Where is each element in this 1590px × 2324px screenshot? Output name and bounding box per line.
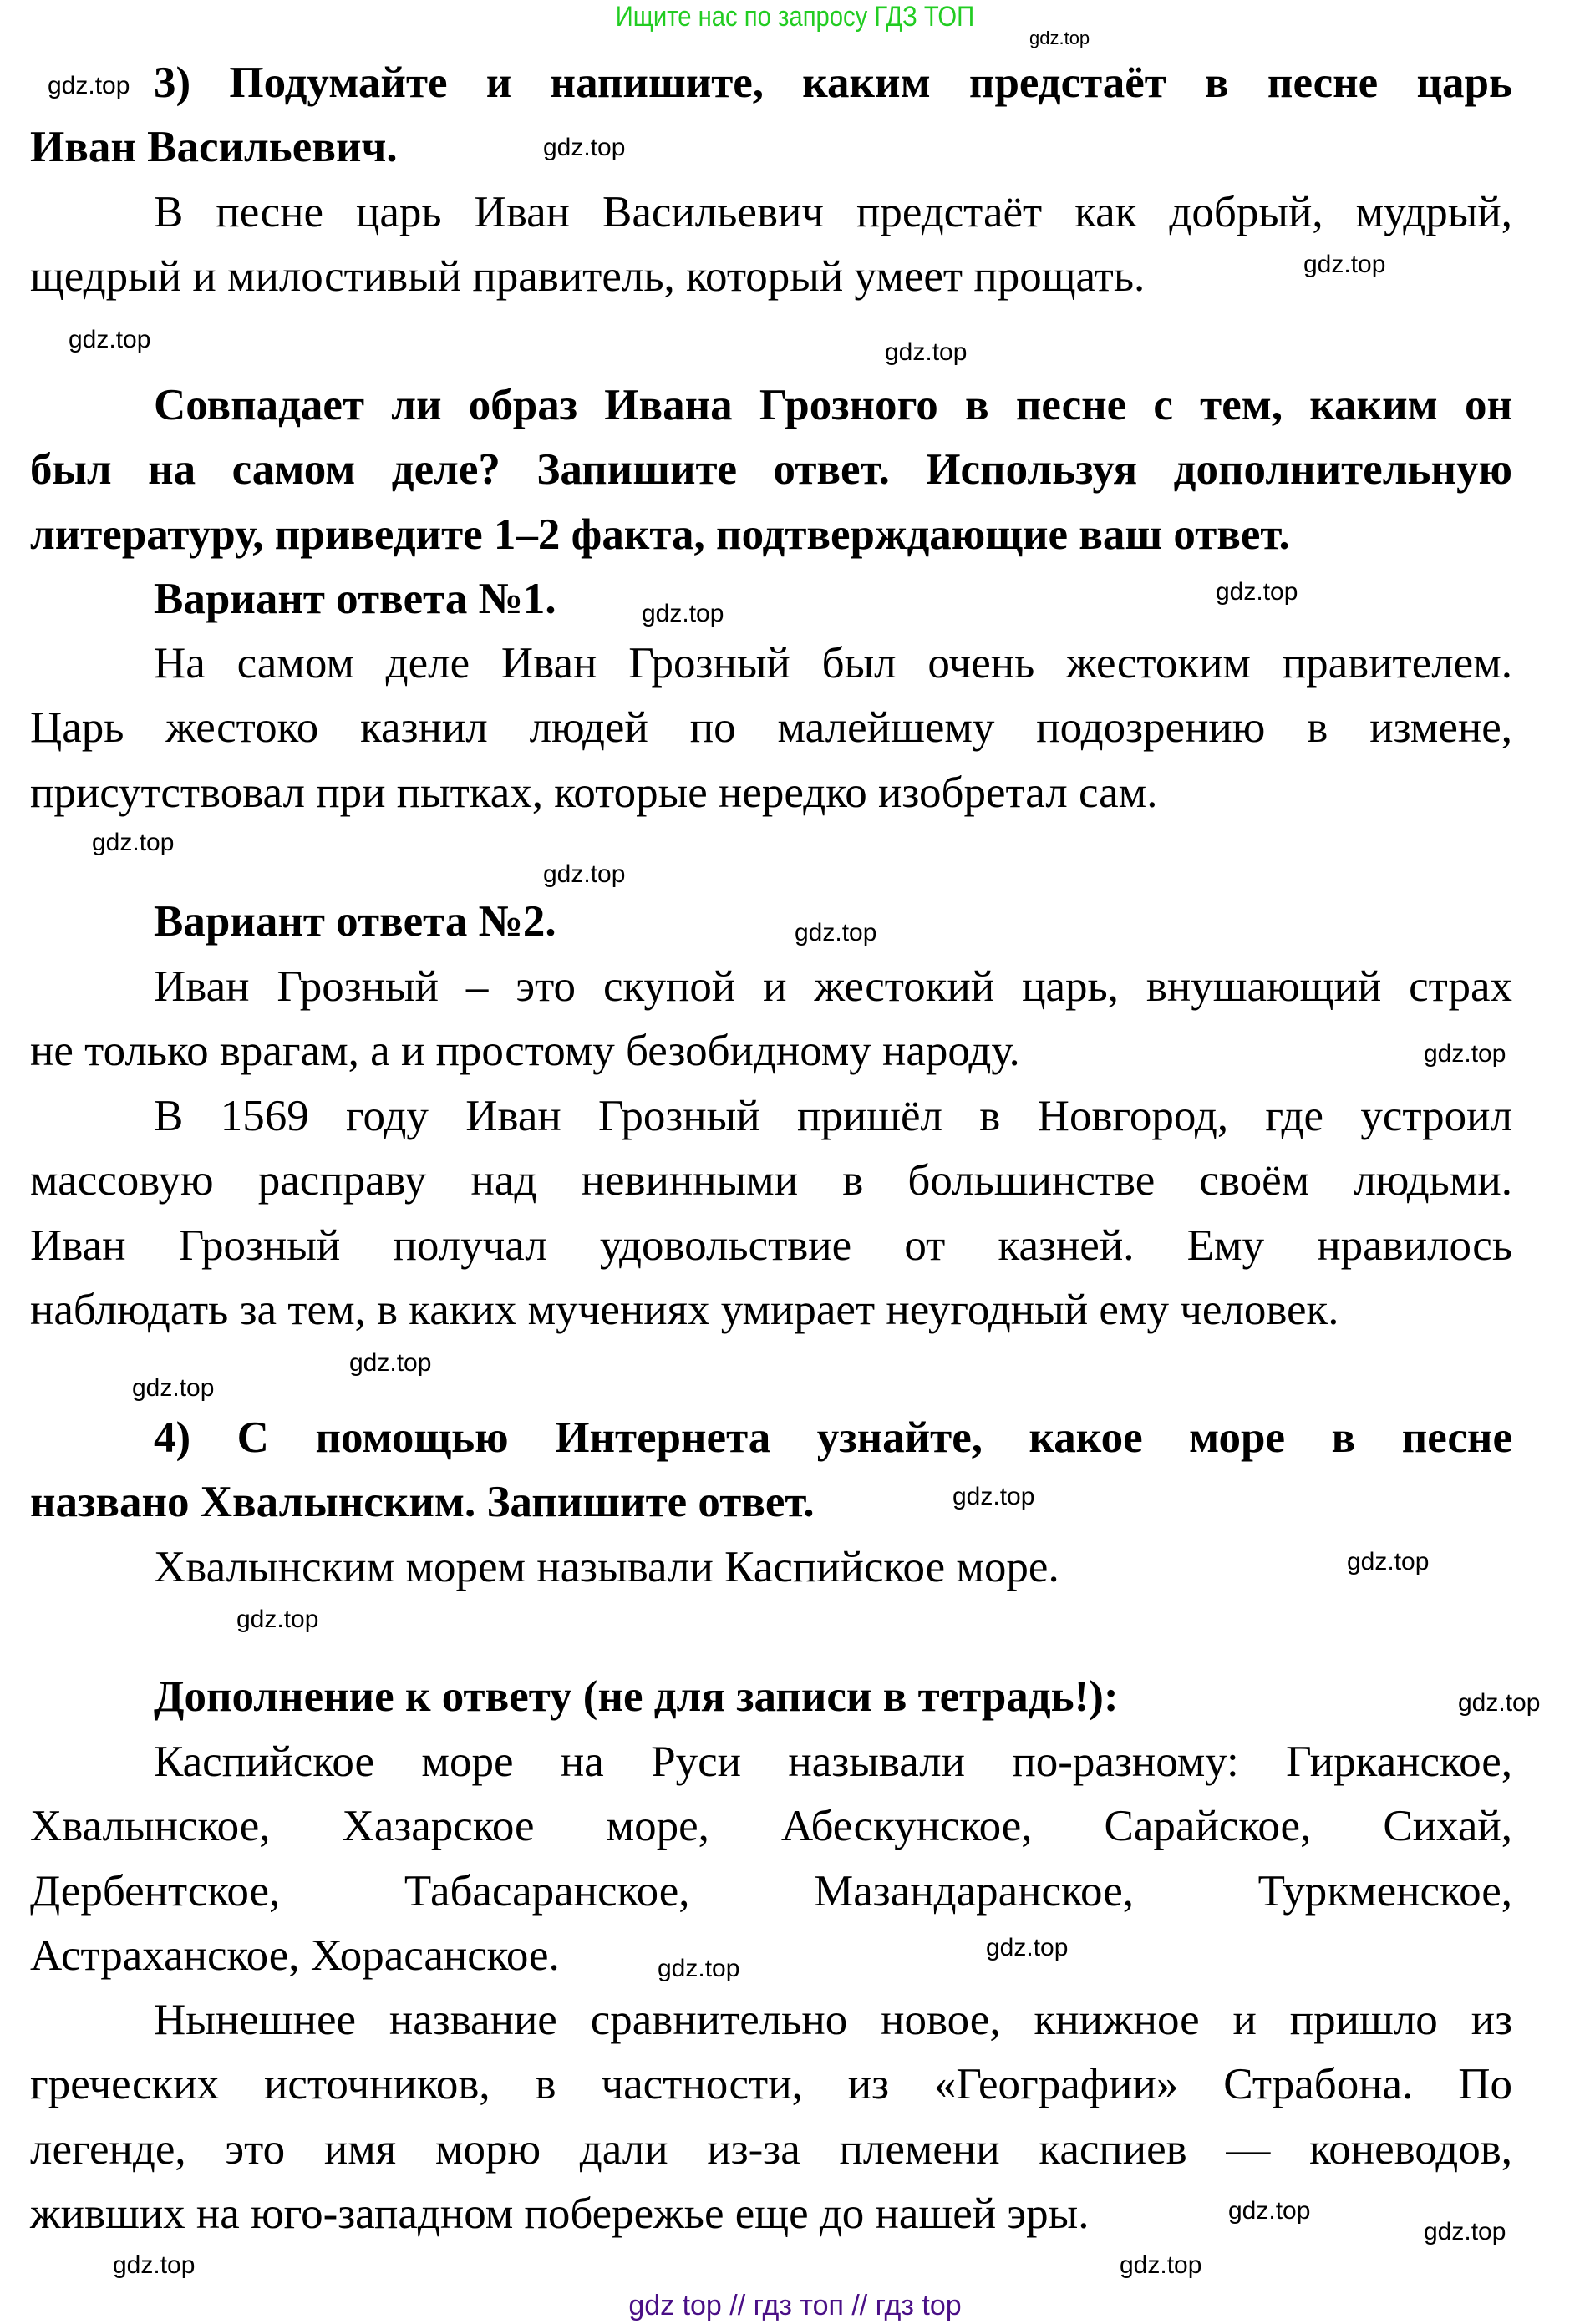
text-line: На самом деле Иван Грозный был очень жестоким правителем. [154, 639, 1512, 688]
watermark-gdz-top: gdz.top [1347, 1548, 1430, 1576]
text-line: Астраханское, Хорасанское. [30, 1931, 560, 1980]
task-4-question [30, 1406, 1512, 1535]
watermark-gdz-top: gdz.top [1029, 28, 1090, 48]
text-line: легенде, это имя морю дали из-за племени каспиев — коневодов, [30, 2124, 1512, 2174]
text-line: Царь жестоко казнил людей по малейшему подозрению в измене, [30, 703, 1512, 753]
text-line: названо Хвалынским. Запишите ответ. [30, 1478, 815, 1527]
text-line: щедрый и милостивый правитель, который умеет прощать. [30, 252, 1146, 302]
watermark-gdz-top: gdz.top [1424, 2218, 1506, 2245]
text-line: Иван Грозный получал удовольствие от казней. Ему нравилось [30, 1220, 1512, 1270]
addition-text-1 [30, 1730, 1512, 1988]
text-line: Иван Васильевич. [30, 123, 398, 172]
text-line: 4) С помощью Интернета узнайте, какое море в песне [154, 1413, 1512, 1462]
text-line: массовую расправу над невинными в большинстве своём людьми. [30, 1156, 1512, 1205]
variant-2-text-1 [30, 955, 1512, 1084]
watermark-gdz-top: gdz.top [658, 1955, 740, 1982]
watermark-gdz-top: gdz.top [1228, 2197, 1311, 2225]
text-line: Вариант ответа №2. [154, 897, 556, 946]
watermark-gdz-top: gdz.top [642, 600, 724, 627]
footer-links[interactable]: gdz top // гдз топ // гдз top [628, 2290, 962, 2321]
watermark-gdz-top: gdz.top [92, 829, 175, 856]
text-line: Дополнение к ответу (не для записи в тетрадь!): [154, 1672, 1119, 1721]
watermark-gdz-top: gdz.top [1303, 251, 1386, 278]
watermark-gdz-top: gdz.top [69, 326, 151, 353]
watermark-gdz-top: gdz.top [236, 1606, 319, 1633]
text-line: литературу, приведите 1–2 факта, подтверждающие ваш ответ. [30, 510, 1290, 559]
text-line: 3) Подумайте и напишите, каким предстаёт в песне царь [154, 58, 1512, 107]
text-line: не только врагам, а и простому безобидному народу. [30, 1027, 1020, 1076]
text-line: Вариант ответа №1. [154, 575, 556, 623]
text-line: Хвалынским морем называли Каспийское море. [154, 1543, 1059, 1591]
text-line: В песне царь Иван Васильевич предстаёт как добрый, мудрый, [154, 188, 1512, 236]
variant-2-heading [30, 890, 1512, 954]
text-line: Совпадает ли образ Ивана Грозного в песне с тем, каким он [154, 381, 1512, 429]
watermark-gdz-top: gdz.top [132, 1374, 215, 1402]
watermark-gdz-top: gdz.top [1458, 1689, 1541, 1717]
variant-2-text-2 [30, 1084, 1512, 1342]
text-line: Дербентское, Табасаранское, Мазандаранское, Туркменское, [30, 1866, 1512, 1916]
watermark-gdz-top: gdz.top [349, 1349, 432, 1377]
watermark-gdz-top: gdz.top [885, 338, 968, 366]
text-line: Хвалынское, Хазарское море, Абескунское, Сарайское, Сихай, [30, 1802, 1512, 1851]
search-banner[interactable]: Ищите нас по запросу ГДЗ ТОП [615, 1, 975, 33]
watermark-gdz-top: gdz.top [1216, 578, 1298, 606]
variant-1-text [30, 632, 1512, 825]
watermark-gdz-top: gdz.top [795, 919, 877, 946]
watermark-gdz-top: gdz.top [952, 1483, 1035, 1510]
task-3-question [30, 51, 1512, 180]
text-line: присутствовал при пытках, которые нередко изобретал сам. [30, 768, 1158, 817]
text-line: Каспийское море на Руси называли по-разному: Гирканское, [154, 1738, 1512, 1786]
watermark-gdz-top: gdz.top [543, 860, 626, 888]
watermark-gdz-top: gdz.top [543, 134, 626, 161]
watermark-gdz-top: gdz.top [113, 2251, 196, 2279]
text-line: наблюдать за тем, в каких мучениях умирает неугодный ему человек. [30, 1285, 1339, 1334]
text-line: Иван Грозный – это скупой и жестокий царь, внушающий страх [154, 962, 1512, 1011]
watermark-gdz-top: gdz.top [1424, 1040, 1506, 1068]
text-line: Нынешнее название сравнительно новое, книжное и пришло из [154, 1996, 1512, 2044]
addition-heading [30, 1665, 1512, 1729]
watermark-gdz-top: gdz.top [986, 1934, 1069, 1961]
task-3-subquestion [30, 373, 1512, 567]
text-line: был на самом деле? Запишите ответ. Используя дополнительную [30, 445, 1512, 495]
text-line: В 1569 году Иван Грозный пришёл в Новгород, где устроил [154, 1092, 1512, 1140]
text-line: живших на юго-западном побережье еще до нашей эры. [30, 2189, 1090, 2238]
task-4-answer [30, 1535, 1512, 1600]
text-line: греческих источников, в частности, из «Географии» Страбона. По [30, 2060, 1512, 2109]
task-3-answer [30, 180, 1512, 310]
watermark-gdz-top: gdz.top [1120, 2251, 1202, 2279]
watermark-gdz-top: gdz.top [48, 72, 130, 99]
